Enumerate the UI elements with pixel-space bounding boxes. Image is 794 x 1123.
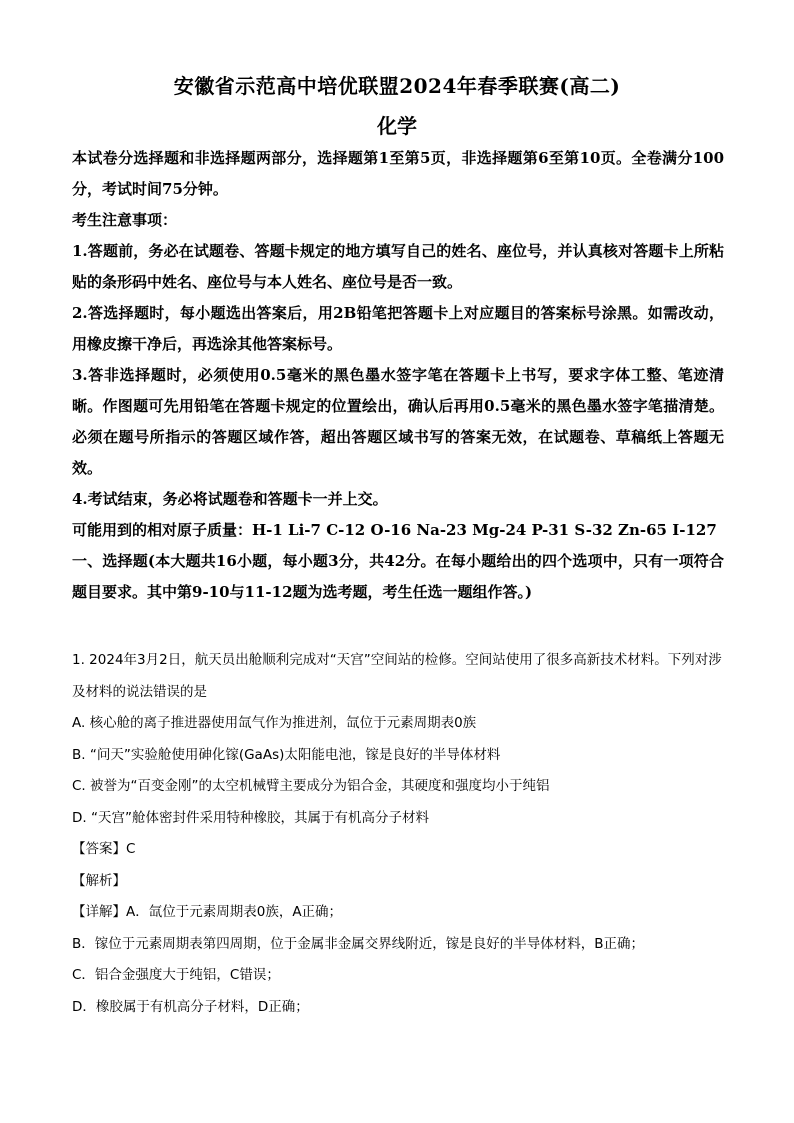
answer-value: C <box>126 841 136 857</box>
detail-label: 【详解】 <box>72 904 126 920</box>
atomic-masses: 可能用到的相对原子质量：H-1 Li-7 C-12 O-16 Na-23 Mg-24 P-31 S-32 Zn-65 I-127 <box>72 521 717 539</box>
answer-line <box>72 834 724 866</box>
analysis-label: 【解析】 <box>72 872 126 889</box>
exam-subject: 化学 <box>377 114 417 138</box>
section-1-heading: 一、选择题(本大题共16小题，每小题3分，共42分。在每小题给出的四个选项中，只有一项符合题目要求。其中第9-10与11-12题为选考题，考生任选一题组作答。) <box>72 552 724 601</box>
note-4: 4.考试结束，务必将试题卷和答题卡一并上交。 <box>72 490 388 508</box>
detail-line-a <box>72 897 724 929</box>
answer-label: 【答案】 <box>72 841 126 857</box>
option-c: C. 被誉为“百变金刚”的太空机械臂主要成分为铝合金，其硬度和强度均小于纯铝 <box>72 778 550 794</box>
note-3: 3.答非选择题时，必须使用0.5毫米的黑色墨水签字笔在答题卡上书写，要求字体工整、笔迹清晰。作图题可先用铅笔在答题卡规定的位置绘出，确认后再用0.5毫米的黑色墨水签字笔描清楚。必须在题号所指示的答题区域作答，超出答题区域书写的答案无效，在试题卷、草稿纸上答题无效。 <box>72 366 724 477</box>
option-b: B. “问天”实验舱使用砷化镓(GaAs)太阳能电池，镓是良好的半导体材料 <box>72 746 501 763</box>
question-stem: 1. 2024年3月2日，航天员出舱顺利完成对“天宫”空间站的检修。空间站使用了很多高新技术材料。下列对涉及材料的说法错误的是 <box>72 652 722 700</box>
note-1: 1.答题前，务必在试题卷、答题卡规定的地方填写自己的姓名、座位号，并认真核对答题卡上所粘贴的条形码中姓名、座位号与本人姓名、座位号是否一致。 <box>72 242 724 291</box>
detail-b: B．镓位于元素周期表第四周期，位于金属非金属交界线附近，镓是良好的半导体材料，B正确； <box>72 935 645 952</box>
question-1 <box>72 645 724 1023</box>
instructions-block <box>72 143 724 608</box>
detail-d: D．橡胶属于有机高分子材料，D正确； <box>72 998 309 1015</box>
detail-c: C．铝合金强度大于纯铝，C错误； <box>72 967 280 983</box>
option-d: D. “天宫”舱体密封件采用特种橡胶，其属于有机高分子材料 <box>72 809 429 826</box>
intro-text: 本试卷分选择题和非选择题两部分，选择题第1至第5页，非选择题第6至第10页。全卷满分100分，考试时间75分钟。 <box>72 149 724 198</box>
detail-a: A．氙位于元素周期表0族，A正确； <box>126 904 343 920</box>
option-a: A. 核心舱的离子推进器使用氙气作为推进剂，氙位于元素周期表0族 <box>72 715 477 731</box>
notes-heading: 考生注意事项： <box>72 211 178 229</box>
note-2: 2.答选择题时，每小题选出答案后，用2B铅笔把答题卡上对应题目的答案标号涂黑。如需改动，用橡皮擦干净后，再选涂其他答案标号。 <box>72 304 724 353</box>
exam-title: 安徽省示范高中培优联盟2024年春季联赛(高二) <box>173 74 621 98</box>
